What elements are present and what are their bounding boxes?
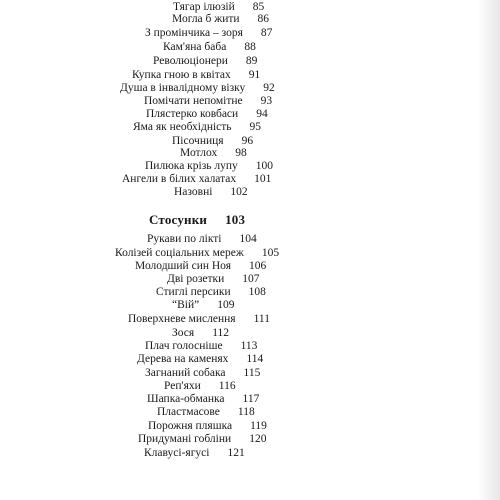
entry-page: 108 — [248, 286, 266, 298]
entry-page: 101 — [254, 173, 272, 185]
toc-entry — [144, 94, 272, 108]
toc-entry — [163, 40, 256, 54]
toc-entry — [172, 326, 229, 340]
entry-title: Молодший син Ноя — [135, 260, 231, 272]
entry-page: 107 — [242, 273, 260, 285]
entry-page: 120 — [249, 433, 267, 445]
section-heading — [149, 212, 245, 228]
entry-title: Назовні — [174, 186, 213, 198]
entry-page: 114 — [246, 353, 264, 365]
toc-entry — [115, 246, 279, 260]
entry-page: 93 — [260, 95, 273, 107]
entry-title: Клавусі-ягусі — [144, 447, 210, 459]
toc-entry — [122, 172, 271, 186]
toc-entry — [145, 366, 260, 380]
entry-title: Ангели в білих халатах — [122, 173, 237, 185]
entry-title: Загнаний собака — [145, 367, 226, 379]
entry-title: Мотлох — [180, 147, 218, 159]
entry-title: Купка гною в квітах — [132, 69, 231, 81]
toc-entry — [133, 120, 261, 134]
entry-title: З промінчика – зоря — [145, 27, 243, 39]
entry-page: 112 — [212, 327, 230, 339]
entry-page: 86 — [257, 13, 270, 25]
entry-page: 106 — [249, 260, 267, 272]
entry-title: Колізей соціальних мереж — [115, 247, 244, 259]
toc-entry — [145, 26, 272, 40]
entry-page: 102 — [230, 186, 248, 198]
entry-title: Пилюка крізь лупу — [145, 160, 238, 172]
entry-title: Стиглі персики — [156, 286, 231, 298]
entry-page: 92 — [263, 82, 275, 94]
entry-page: 95 — [249, 121, 262, 133]
toc-entry — [137, 352, 263, 366]
entry-page: 100 — [255, 160, 274, 172]
entry-page: 116 — [218, 380, 236, 392]
entry-page: 88 — [244, 41, 256, 53]
entry-title: Порожня пляшка — [148, 420, 233, 432]
entry-title: Поверхневе мислення — [128, 313, 236, 325]
toc-entry — [146, 107, 268, 121]
entry-page: 87 — [260, 27, 273, 39]
entry-title: Революціонери — [153, 55, 228, 67]
entry-title: Тягар ілюзій — [173, 1, 235, 13]
entry-page: 98 — [235, 147, 247, 159]
entry-page: 118 — [237, 406, 255, 418]
entry-page: 117 — [242, 393, 260, 405]
entry-title: Дві розетки — [167, 273, 225, 285]
entry-title: Яма як необхідність — [133, 121, 232, 133]
entry-page: 111 — [253, 313, 271, 325]
entry-title: Плач голосніше — [145, 340, 223, 352]
entry-page: 115 — [243, 367, 261, 379]
entry-title: Рукави по лікті — [147, 233, 222, 245]
toc-entry — [128, 312, 270, 326]
entry-page: 121 — [227, 447, 245, 459]
entry-title: Дерева на каменях — [137, 353, 229, 365]
toc-entry — [138, 432, 266, 446]
entry-page: 89 — [245, 55, 258, 67]
toc-entry — [145, 339, 257, 353]
toc-entry — [147, 232, 257, 246]
section-title: Стосунки — [149, 212, 208, 227]
entry-title: Зося — [172, 327, 195, 339]
entry-title: Придумані гобліни — [138, 433, 232, 445]
entry-title: Помічати непомітне — [144, 95, 243, 107]
toc-entry — [164, 379, 236, 393]
toc-entry — [167, 272, 260, 286]
entry-page: 94 — [256, 108, 268, 120]
toc-entry — [153, 54, 257, 68]
toc-entry — [180, 146, 247, 160]
toc-entry — [132, 68, 260, 82]
toc-entry — [157, 405, 255, 419]
entry-title: Шапка-обманка — [147, 393, 225, 405]
entry-title: Пісочниця — [172, 135, 224, 147]
entry-title: Плястерко ковбаси — [146, 108, 239, 120]
toc-entry — [135, 259, 266, 273]
entry-title: Душа в інвалідному візку — [120, 82, 246, 94]
toc-entry — [148, 419, 267, 433]
toc-entry — [147, 392, 259, 406]
entry-page: 96 — [241, 135, 254, 147]
toc-entry — [145, 159, 273, 173]
entry-page: 109 — [217, 299, 235, 311]
toc-entry — [120, 81, 275, 95]
entry-page: 105 — [261, 247, 280, 259]
entry-page: 91 — [248, 69, 261, 81]
toc-entry — [172, 12, 269, 26]
toc-entry — [172, 298, 234, 312]
entry-page: 113 — [240, 340, 258, 352]
page-edge-shadow — [478, 0, 500, 500]
entry-page: 104 — [239, 233, 257, 245]
entry-title: Могла б жити — [172, 13, 240, 25]
entry-title: Реп'яхи — [164, 380, 201, 392]
entry-page: 85 — [252, 1, 265, 13]
toc-entry — [174, 185, 248, 199]
section-page: 103 — [225, 212, 246, 227]
toc-entry — [156, 285, 266, 299]
entry-page: 119 — [250, 420, 267, 432]
entry-title: “Вій” — [172, 299, 200, 311]
entry-title: Кам'яна баба — [163, 41, 227, 53]
toc-entry — [144, 446, 245, 460]
entry-title: Пластмасове — [157, 406, 220, 418]
